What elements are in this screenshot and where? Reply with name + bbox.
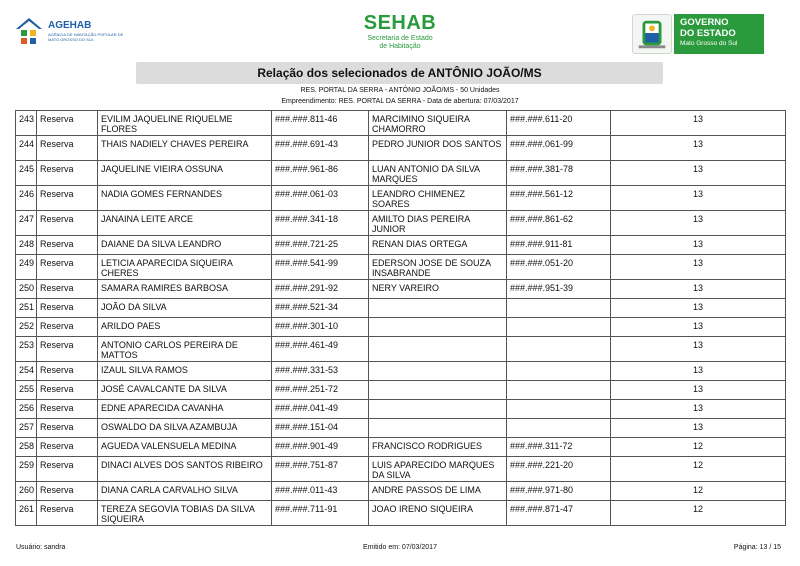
government-label-box: [674, 14, 764, 54]
row-spouse-cpf: ###.###.971-80: [507, 482, 611, 501]
row-spouse-name: [369, 299, 507, 318]
row-number: 258: [16, 438, 37, 457]
row-spouse-cpf: ###.###.221-20: [507, 457, 611, 482]
row-group: 13: [611, 211, 786, 236]
row-group: 12: [611, 501, 786, 526]
row-status: Reserva: [37, 280, 98, 299]
row-cpf: ###.###.151-04: [272, 419, 369, 438]
row-group: 13: [611, 136, 786, 161]
row-spouse-cpf: ###.###.561-12: [507, 186, 611, 211]
report-subtitle-1: RES. PORTAL DA SERRA - ANTÔNIO JOÃO/MS - 50 Unidades: [300, 87, 500, 94]
row-name: LETICIA APARECIDA SIQUEIRA CHERES: [98, 255, 272, 280]
page-footer: [0, 540, 800, 556]
row-group: 13: [611, 337, 786, 362]
row-cpf: ###.###.291-92: [272, 280, 369, 299]
row-cpf: ###.###.011-43: [272, 482, 369, 501]
row-number: 261: [16, 501, 37, 526]
row-cpf: ###.###.721-25: [272, 236, 369, 255]
row-spouse-cpf: [507, 419, 611, 438]
row-number: 245: [16, 161, 37, 186]
row-spouse-cpf: [507, 362, 611, 381]
row-spouse-cpf: [507, 381, 611, 400]
gov-line-1: GOVERNO: [680, 17, 729, 28]
row-status: Reserva: [37, 211, 98, 236]
row-number: 256: [16, 400, 37, 419]
table-row: [16, 457, 786, 482]
row-spouse-cpf: ###.###.311-72: [507, 438, 611, 457]
table-row: [16, 318, 786, 337]
row-cpf: ###.###.711-91: [272, 501, 369, 526]
row-name: THAIS NADIELY CHAVES PEREIRA: [98, 136, 272, 161]
table-row: [16, 211, 786, 236]
row-spouse-name: EDERSON JOSE DE SOUZA INSABRANDE: [369, 255, 507, 280]
row-name: TEREZA SEGOVIA TOBIAS DA SILVA SIQUEIRA: [98, 501, 272, 526]
row-name: AGUEDA VALENSUELA MEDINA: [98, 438, 272, 457]
row-cpf: ###.###.811-46: [272, 111, 369, 136]
row-name: ANTONIO CARLOS PEREIRA DE MATTOS: [98, 337, 272, 362]
table-row: [16, 186, 786, 211]
row-number: 260: [16, 482, 37, 501]
row-spouse-cpf: ###.###.611-20: [507, 111, 611, 136]
row-status: Reserva: [37, 501, 98, 526]
row-name: IZAUL SILVA RAMOS: [98, 362, 272, 381]
table-row: [16, 236, 786, 255]
page-header: [0, 0, 800, 62]
row-spouse-cpf: ###.###.381-78: [507, 161, 611, 186]
row-spouse-name: LEANDRO CHIMENEZ SOARES: [369, 186, 507, 211]
row-cpf: ###.###.251-72: [272, 381, 369, 400]
row-group: 13: [611, 318, 786, 337]
row-spouse-cpf: ###.###.871-47: [507, 501, 611, 526]
row-spouse-cpf: ###.###.061-99: [507, 136, 611, 161]
row-spouse-name: [369, 337, 507, 362]
row-spouse-name: RENAN DIAS ORTEGA: [369, 236, 507, 255]
agehab-name: AGEHAB: [48, 20, 92, 31]
row-group: 13: [611, 400, 786, 419]
row-number: 244: [16, 136, 37, 161]
row-number: 255: [16, 381, 37, 400]
footer-user: Usuário: sandra: [16, 544, 66, 551]
row-group: 13: [611, 255, 786, 280]
row-name: NADIA GOMES FERNANDES: [98, 186, 272, 211]
row-spouse-name: [369, 400, 507, 419]
row-group: 12: [611, 438, 786, 457]
row-name: SAMARA RAMIRES BARBOSA: [98, 280, 272, 299]
row-cpf: ###.###.521-34: [272, 299, 369, 318]
row-name: EVILIM JAQUELINE RIQUELME FLORES: [98, 111, 272, 136]
row-status: Reserva: [37, 381, 98, 400]
row-number: 259: [16, 457, 37, 482]
row-spouse-name: LUAN ANTONIO DA SILVA MARQUES: [369, 161, 507, 186]
table-row: [16, 337, 786, 362]
row-spouse-name: [369, 318, 507, 337]
row-number: 254: [16, 362, 37, 381]
row-number: 253: [16, 337, 37, 362]
table-row: [16, 362, 786, 381]
table-row: [16, 419, 786, 438]
row-spouse-cpf: [507, 400, 611, 419]
sehab-subtitle-1: Secretaria de Estado: [367, 35, 433, 42]
row-group: 13: [611, 161, 786, 186]
table-row: [16, 280, 786, 299]
agehab-logo-icon: [14, 16, 44, 50]
table-row: [16, 482, 786, 501]
row-status: Reserva: [37, 438, 98, 457]
row-number: 257: [16, 419, 37, 438]
row-name: OSWALDO DA SILVA AZAMBUJA: [98, 419, 272, 438]
row-name: DAIANE DA SILVA LEANDRO: [98, 236, 272, 255]
row-cpf: ###.###.041-49: [272, 400, 369, 419]
row-name: JOSÉ CAVALCANTE DA SILVA: [98, 381, 272, 400]
row-group: 12: [611, 482, 786, 501]
row-number: 246: [16, 186, 37, 211]
row-number: 251: [16, 299, 37, 318]
row-cpf: ###.###.901-49: [272, 438, 369, 457]
sehab-title: SEHAB: [363, 12, 437, 34]
selection-table: [15, 110, 786, 526]
state-crest-icon: [632, 14, 672, 54]
row-group: 13: [611, 381, 786, 400]
agehab-subtitle: AGÊNCIA DE HABITAÇÃO POPULAR DE MATO GROSSO DO SUL: [48, 32, 124, 42]
row-status: Reserva: [37, 136, 98, 161]
row-status: Reserva: [37, 318, 98, 337]
row-spouse-cpf: [507, 299, 611, 318]
row-spouse-name: LUIS APARECIDO MARQUES DA SILVA: [369, 457, 507, 482]
row-cpf: ###.###.541-99: [272, 255, 369, 280]
row-spouse-cpf: [507, 318, 611, 337]
gov-line-2: DO ESTADO: [680, 28, 736, 39]
sehab-logo: [320, 12, 480, 51]
row-group: 13: [611, 111, 786, 136]
gov-line-3: Mato Grosso do Sul: [680, 40, 738, 47]
row-cpf: ###.###.961-86: [272, 161, 369, 186]
row-cpf: ###.###.341-18: [272, 211, 369, 236]
row-cpf: ###.###.691-43: [272, 136, 369, 161]
row-spouse-cpf: ###.###.051-20: [507, 255, 611, 280]
row-spouse-cpf: [507, 337, 611, 362]
row-status: Reserva: [37, 186, 98, 211]
table-row: [16, 381, 786, 400]
row-status: Reserva: [37, 161, 98, 186]
row-name: DINACI ALVES DOS SANTOS RIBEIRO: [98, 457, 272, 482]
table-row: [16, 161, 786, 186]
row-spouse-name: NERY VAREIRO: [369, 280, 507, 299]
row-group: 13: [611, 299, 786, 318]
row-spouse-cpf: ###.###.951-39: [507, 280, 611, 299]
row-spouse-name: [369, 419, 507, 438]
row-spouse-name: MARCIMINO SIQUEIRA CHAMORRO: [369, 111, 507, 136]
sehab-subtitle-2: de Habitação: [379, 43, 421, 50]
row-status: Reserva: [37, 482, 98, 501]
row-spouse-cpf: ###.###.861-62: [507, 211, 611, 236]
row-group: 13: [611, 419, 786, 438]
table-row: [16, 299, 786, 318]
row-name: DIANA CARLA CARVALHO SILVA: [98, 482, 272, 501]
row-name: EDNE APARECIDA CAVANHA: [98, 400, 272, 419]
row-spouse-cpf: ###.###.911-81: [507, 236, 611, 255]
row-status: Reserva: [37, 236, 98, 255]
table-row: [16, 136, 786, 161]
row-status: Reserva: [37, 457, 98, 482]
row-status: Reserva: [37, 337, 98, 362]
row-status: Reserva: [37, 111, 98, 136]
row-status: Reserva: [37, 400, 98, 419]
row-spouse-name: [369, 362, 507, 381]
table-row: [16, 400, 786, 419]
row-status: Reserva: [37, 419, 98, 438]
row-spouse-name: ANDRE PASSOS DE LIMA: [369, 482, 507, 501]
row-group: 13: [611, 280, 786, 299]
row-number: 247: [16, 211, 37, 236]
row-cpf: ###.###.061-03: [272, 186, 369, 211]
row-status: Reserva: [37, 255, 98, 280]
footer-emitted-date: Emitido em: 07/03/2017: [363, 544, 437, 551]
row-spouse-name: PEDRO JUNIOR DOS SANTOS: [369, 136, 507, 161]
row-cpf: ###.###.751-87: [272, 457, 369, 482]
report-title: Relação dos selecionados de ANTÔNIO JOÃO/MS: [136, 62, 663, 84]
row-group: 13: [611, 186, 786, 211]
table-row: [16, 111, 786, 136]
row-cpf: ###.###.461-49: [272, 337, 369, 362]
row-spouse-name: [369, 381, 507, 400]
row-name: ARILDO PAES: [98, 318, 272, 337]
row-number: 243: [16, 111, 37, 136]
row-spouse-name: AMILTO DIAS PEREIRA JUNIOR: [369, 211, 507, 236]
table-row: [16, 438, 786, 457]
table-row: [16, 255, 786, 280]
row-status: Reserva: [37, 362, 98, 381]
row-cpf: ###.###.301-10: [272, 318, 369, 337]
row-number: 249: [16, 255, 37, 280]
row-number: 250: [16, 280, 37, 299]
selection-table-body: [16, 111, 786, 526]
row-spouse-name: FRANCISCO RODRIGUES: [369, 438, 507, 457]
row-name: JAQUELINE VIEIRA OSSUNA: [98, 161, 272, 186]
row-name: JANAINA LEITE ARCE: [98, 211, 272, 236]
table-row: [16, 501, 786, 526]
row-status: Reserva: [37, 299, 98, 318]
footer-page-number: Página: 13 / 15: [733, 544, 781, 551]
row-group: 13: [611, 362, 786, 381]
row-number: 248: [16, 236, 37, 255]
row-group: 13: [611, 236, 786, 255]
report-subtitle-2: Empreendimento: RES. PORTAL DA SERRA - Data de abertura: 07/03/2017: [281, 98, 519, 105]
government-logo: [632, 14, 764, 54]
row-spouse-name: JOAO IRENO SIQUEIRA: [369, 501, 507, 526]
row-cpf: ###.###.331-53: [272, 362, 369, 381]
row-name: JOÃO DA SILVA: [98, 299, 272, 318]
row-group: 12: [611, 457, 786, 482]
agehab-logo: [14, 16, 134, 50]
row-number: 252: [16, 318, 37, 337]
